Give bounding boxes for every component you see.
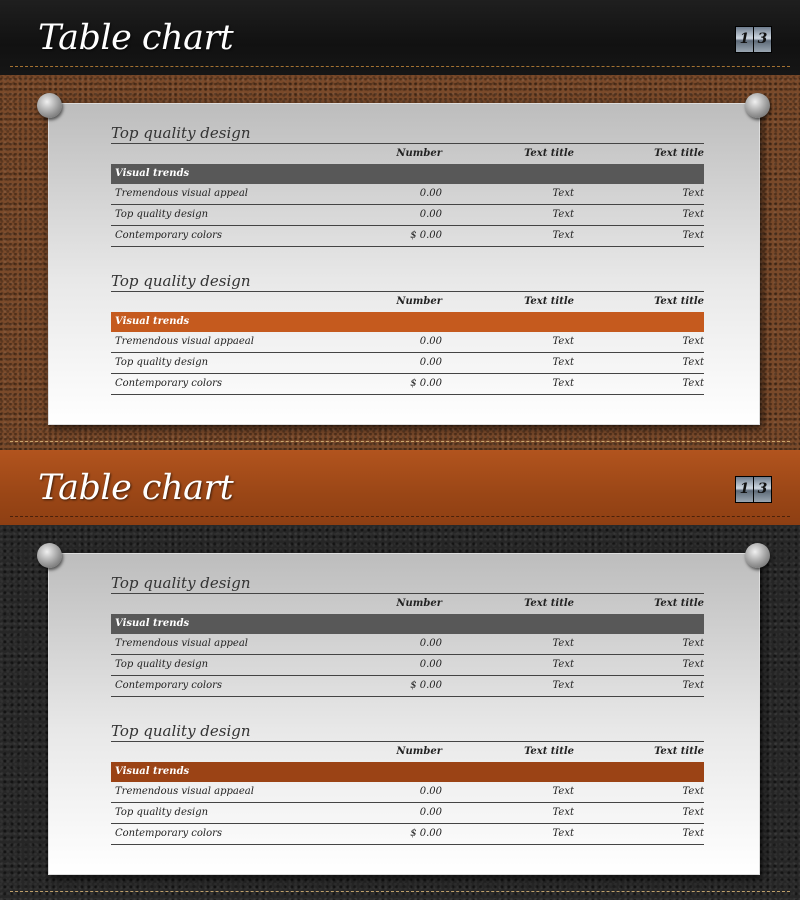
leather-background (0, 75, 800, 450)
table-row (111, 824, 704, 845)
paper-card (48, 553, 760, 875)
table-row (111, 782, 704, 803)
group-header: Visual trends (111, 614, 704, 634)
slide-header (0, 0, 800, 75)
stitch-line (10, 66, 790, 67)
column-header: Text title (654, 598, 704, 609)
column-header (111, 292, 340, 312)
column-header: Text title (654, 296, 704, 307)
column-header: Text title (654, 746, 704, 757)
stitch-line (10, 891, 790, 892)
cell: Text (682, 378, 704, 389)
badge-digit: 3 (753, 27, 771, 52)
cell: Text (552, 828, 574, 839)
badge-digit: 1 (739, 31, 750, 47)
badge-digit: 3 (753, 477, 771, 502)
cell: Text (552, 786, 574, 797)
cell: Top quality design (115, 209, 209, 220)
cell: Top quality design (115, 807, 209, 818)
cell: 0.00 (419, 188, 442, 199)
table-title: Top quality design (111, 124, 704, 144)
table-row (111, 332, 704, 353)
cell: Text (682, 807, 704, 818)
cell: 0.00 (419, 659, 442, 670)
column-header: Number (396, 598, 442, 609)
slide-title: Table chart (38, 18, 234, 58)
cell: Text (682, 357, 704, 368)
column-header: Text title (524, 296, 574, 307)
pushpin-icon (745, 93, 770, 118)
table-row (111, 634, 704, 655)
cell: Text (552, 378, 574, 389)
column-header: Number (396, 746, 442, 757)
cell: Text (682, 188, 704, 199)
cell: 0.00 (419, 357, 442, 368)
slide-title: Table chart (38, 468, 234, 508)
cell: Text (552, 230, 574, 241)
table-row (111, 803, 704, 824)
cell: Text (682, 209, 704, 220)
column-header: Text title (524, 598, 574, 609)
leather-background (0, 525, 800, 900)
table-row (111, 374, 704, 395)
cell: Tremendous visual appeal (115, 638, 248, 649)
cell: Text (682, 680, 704, 691)
table-row (111, 676, 704, 697)
cell: Text (682, 786, 704, 797)
cell: Contemporary colors (115, 230, 223, 241)
cell: Text (552, 807, 574, 818)
cell: $ 0.00 (410, 828, 442, 839)
cell: Text (552, 209, 574, 220)
cell: Contemporary colors (115, 828, 223, 839)
cell: $ 0.00 (410, 230, 442, 241)
column-header: Number (396, 296, 442, 307)
slide-header (0, 450, 800, 525)
table-row (111, 226, 704, 247)
data-table (111, 722, 704, 845)
column-header (111, 594, 340, 614)
table-header-row (111, 594, 704, 614)
slide-2 (0, 450, 800, 900)
cell: Tremendous visual appaeal (115, 786, 254, 797)
table-row (111, 184, 704, 205)
cell: Contemporary colors (115, 378, 223, 389)
cell: Text (682, 230, 704, 241)
table-row (111, 655, 704, 676)
cell: 0.00 (419, 807, 442, 818)
cell: Tremendous visual appeal (115, 188, 248, 199)
badge-digit: 1 (739, 481, 750, 497)
pushpin-icon (745, 543, 770, 568)
cell: 0.00 (419, 638, 442, 649)
cell: 0.00 (419, 786, 442, 797)
data-table (111, 124, 704, 247)
table-header-row (111, 742, 704, 762)
slide-number-badge (735, 26, 772, 53)
table-row (111, 205, 704, 226)
group-header: Visual trends (111, 164, 704, 184)
cell: Text (682, 828, 704, 839)
cell: Top quality design (115, 357, 209, 368)
column-header (111, 144, 340, 164)
cell: Top quality design (115, 659, 209, 670)
cell: Text (552, 680, 574, 691)
data-table (111, 574, 704, 697)
cell: Text (552, 357, 574, 368)
table-header-row (111, 144, 704, 164)
cell: Text (682, 336, 704, 347)
table-header-row (111, 292, 704, 312)
group-header: Visual trends (111, 312, 704, 332)
column-header: Text title (524, 148, 574, 159)
column-header: Text title (524, 746, 574, 757)
stitch-line (10, 441, 790, 442)
cell: $ 0.00 (410, 680, 442, 691)
cell: Text (552, 638, 574, 649)
cell: Tremendous visual appaeal (115, 336, 254, 347)
cell: 0.00 (419, 336, 442, 347)
cell: Text (552, 336, 574, 347)
cell: Text (682, 638, 704, 649)
slide-number-badge (735, 476, 772, 503)
pushpin-icon (37, 543, 62, 568)
table-row (111, 353, 704, 374)
pushpin-icon (37, 93, 62, 118)
data-table (111, 272, 704, 395)
group-header: Visual trends (111, 762, 704, 782)
column-header: Text title (654, 148, 704, 159)
cell: Text (552, 659, 574, 670)
cell: $ 0.00 (410, 378, 442, 389)
column-header: Number (396, 148, 442, 159)
cell: 0.00 (419, 209, 442, 220)
cell: Text (552, 188, 574, 199)
table-title: Top quality design (111, 722, 704, 742)
table-title: Top quality design (111, 574, 704, 594)
paper-card (48, 103, 760, 425)
cell: Contemporary colors (115, 680, 223, 691)
table-title: Top quality design (111, 272, 704, 292)
column-header (111, 742, 340, 762)
cell: Text (682, 659, 704, 670)
stitch-line (10, 516, 790, 517)
